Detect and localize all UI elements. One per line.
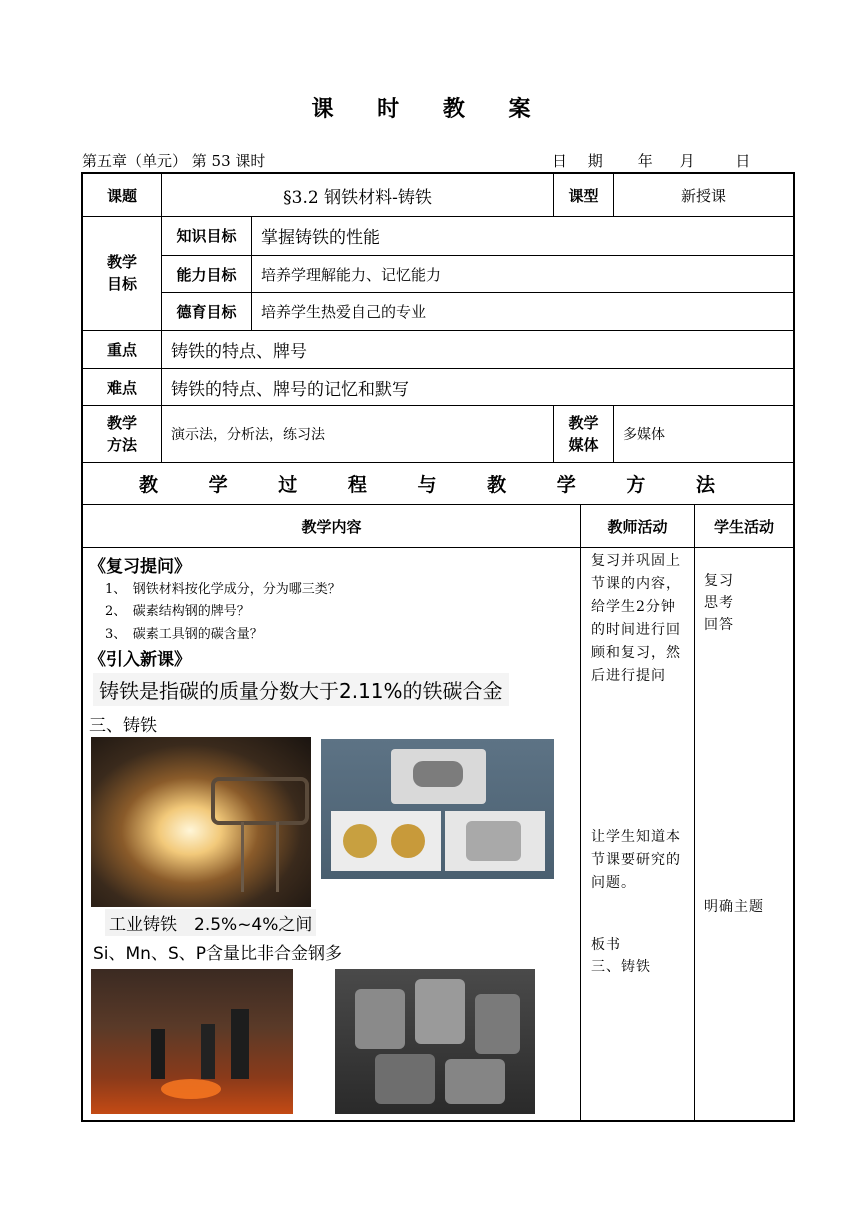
year-label: 年 xyxy=(637,152,654,170)
moral-label: 德育目标 xyxy=(176,303,237,321)
section-title: 三、铸铁 xyxy=(89,716,157,736)
goal-label-text: 教学目标 xyxy=(106,253,137,293)
ability-label: 能力目标 xyxy=(176,265,237,284)
definition-text: 铸铁是指碳的质量分数大于2.11%的铁碳合金 xyxy=(93,673,509,706)
foundry-photo xyxy=(91,969,293,1114)
student-theme: 明确主题 xyxy=(704,899,764,915)
method-label xyxy=(83,406,161,462)
key-label: 重点 xyxy=(106,341,137,359)
knowledge-value: 掌握铸铁的性能 xyxy=(261,228,380,248)
difficult-label: 难点 xyxy=(106,378,137,397)
col-student: 学生活动 xyxy=(713,517,774,536)
day-label: 日 xyxy=(735,152,752,170)
media-label xyxy=(554,406,613,462)
col-teacher: 教师活动 xyxy=(607,517,668,536)
student-action-2: 思考 xyxy=(704,595,734,611)
method-label-text: 教学方法 xyxy=(106,414,137,454)
lesson-table xyxy=(81,172,795,1122)
month-label: 月 xyxy=(679,152,696,170)
date-info xyxy=(552,150,751,171)
ability-value: 培养学理解能力、记忆能力 xyxy=(261,265,442,284)
question-1: 1、 钢铁材料按化学成分，分为哪三类？ xyxy=(105,582,341,597)
difficult-value: 铸铁的特点、牌号的记忆和默写 xyxy=(171,379,409,400)
goal-label xyxy=(83,216,161,330)
cast-iron-parts-photo xyxy=(335,969,535,1114)
key-value: 铸铁的特点、牌号 xyxy=(171,342,307,362)
type-value: 新授课 xyxy=(680,186,726,205)
type-label: 课型 xyxy=(568,186,599,205)
col-content: 教学内容 xyxy=(301,517,362,536)
review-title: 《复习提问》 xyxy=(89,557,191,577)
media-value: 多媒体 xyxy=(623,427,665,443)
board-label: 板书 xyxy=(591,937,621,953)
question-2: 2、 碳素结构钢的牌号？ xyxy=(105,604,250,619)
date-label: 日 期 xyxy=(552,152,611,170)
process-heading: 教 学 过 程 与 教 学 方 法 xyxy=(139,474,737,496)
board-item: 三、铸铁 xyxy=(591,959,651,975)
knowledge-label: 知识目标 xyxy=(176,227,237,245)
question-3: 3、 碳素工具钢的碳含量？ xyxy=(105,627,263,642)
intro-title: 《引入新课》 xyxy=(89,650,191,670)
elements-text: Si、Mn、S、P含量比非合金钢多 xyxy=(93,944,342,964)
page-title: 课 时 教 案 xyxy=(311,96,549,122)
method-value: 演示法，分析法，练习法 xyxy=(171,427,325,443)
ladle-photo xyxy=(91,737,311,907)
moral-value: 培养学生热爱自己的专业 xyxy=(261,303,427,321)
topic-label: 课题 xyxy=(106,186,137,205)
media-label-text: 教学媒体 xyxy=(568,414,599,454)
student-action-3: 回答 xyxy=(704,617,734,633)
chapter-info: 第五章（单元） 第 53 课时 xyxy=(82,152,266,170)
teacher-task: 让学生知道本节课要研究的问题。 xyxy=(591,829,681,891)
industrial-text: 工业铸铁 2.5%~4%之间 xyxy=(105,909,316,936)
student-action-1: 复习 xyxy=(704,573,734,589)
cast-parts-photo xyxy=(321,739,554,879)
topic-value: §3.2 钢铁材料-铸铁 xyxy=(283,187,432,208)
teacher-review: 复习并巩固上节课的内容，给学生2分钟的时间进行回顾和复习，然后进行提问 xyxy=(591,553,681,684)
